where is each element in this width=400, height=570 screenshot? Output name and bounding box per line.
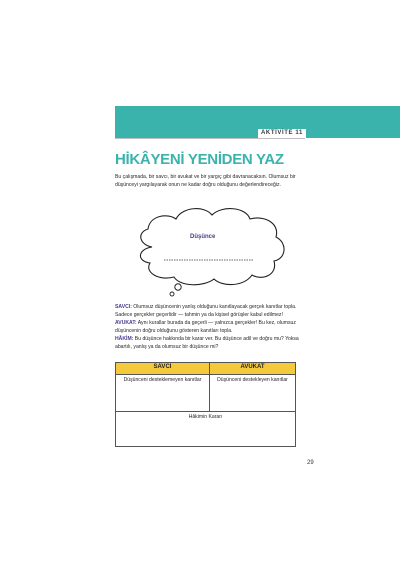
table-header-prosecutor: SAVCI: [116, 363, 210, 375]
role-label: HÂKİM:: [115, 336, 134, 342]
instruction-text: Olumsuz düşüncenin yanlış olduğunu kanıtlayacak gerçek kanıtlar topla. Sadece gerçekler geçerlidir — tahmin ya da kişisel görüşler kabul edilmez!: [115, 304, 297, 318]
instruction-text: Aynı kurallar burada da geçerli — yalnızca gerçekler! Bu kez, olumsuz düşüncenin doğru olduğunu gösteren kanıtları topla.: [115, 320, 296, 334]
role-label: AVUKAT:: [115, 320, 137, 326]
table-header-lawyer: AVUKAT: [210, 363, 296, 375]
header-rule: [115, 138, 305, 139]
instruction-text: Bu düşünce hakkında bir karar ver. Bu düşünce adil ve doğru mu? Yoksa abartılı, yanlış ya da olumsuz bir düşünce mi?: [115, 336, 299, 350]
thought-cloud-shape: [130, 203, 290, 298]
thought-cloud: [130, 203, 290, 298]
page-number: 29: [307, 460, 314, 466]
instruction-lawyer: [115, 320, 305, 335]
cloud-label: Düşünce: [190, 234, 216, 240]
activity-label: AKTİVİTE 11: [258, 129, 306, 138]
evidence-table: [115, 362, 296, 447]
instruction-judge: [115, 336, 305, 351]
instruction-prosecutor: [115, 304, 305, 319]
role-label: SAVCI:: [115, 304, 132, 310]
page-title: HİKÂYENİ YENİDEN YAZ: [115, 151, 284, 168]
table-cell-verdict[interactable]: Hâkimin Kararı: [116, 412, 296, 447]
intro-text: Bu çalışmada, bir savcı, bir avukat ve bir yargıç gibi davranacaksın. Olumsuz bir düşünceyi yargılayarak onun ne kadar doğru olduğunu değerlendireceğiz.: [115, 174, 296, 188]
table-cell-for[interactable]: Düşünceni destekleyen kanıtlar: [210, 375, 296, 412]
table-cell-against[interactable]: Düşünceni desteklemeyen kanıtlar: [116, 375, 210, 412]
